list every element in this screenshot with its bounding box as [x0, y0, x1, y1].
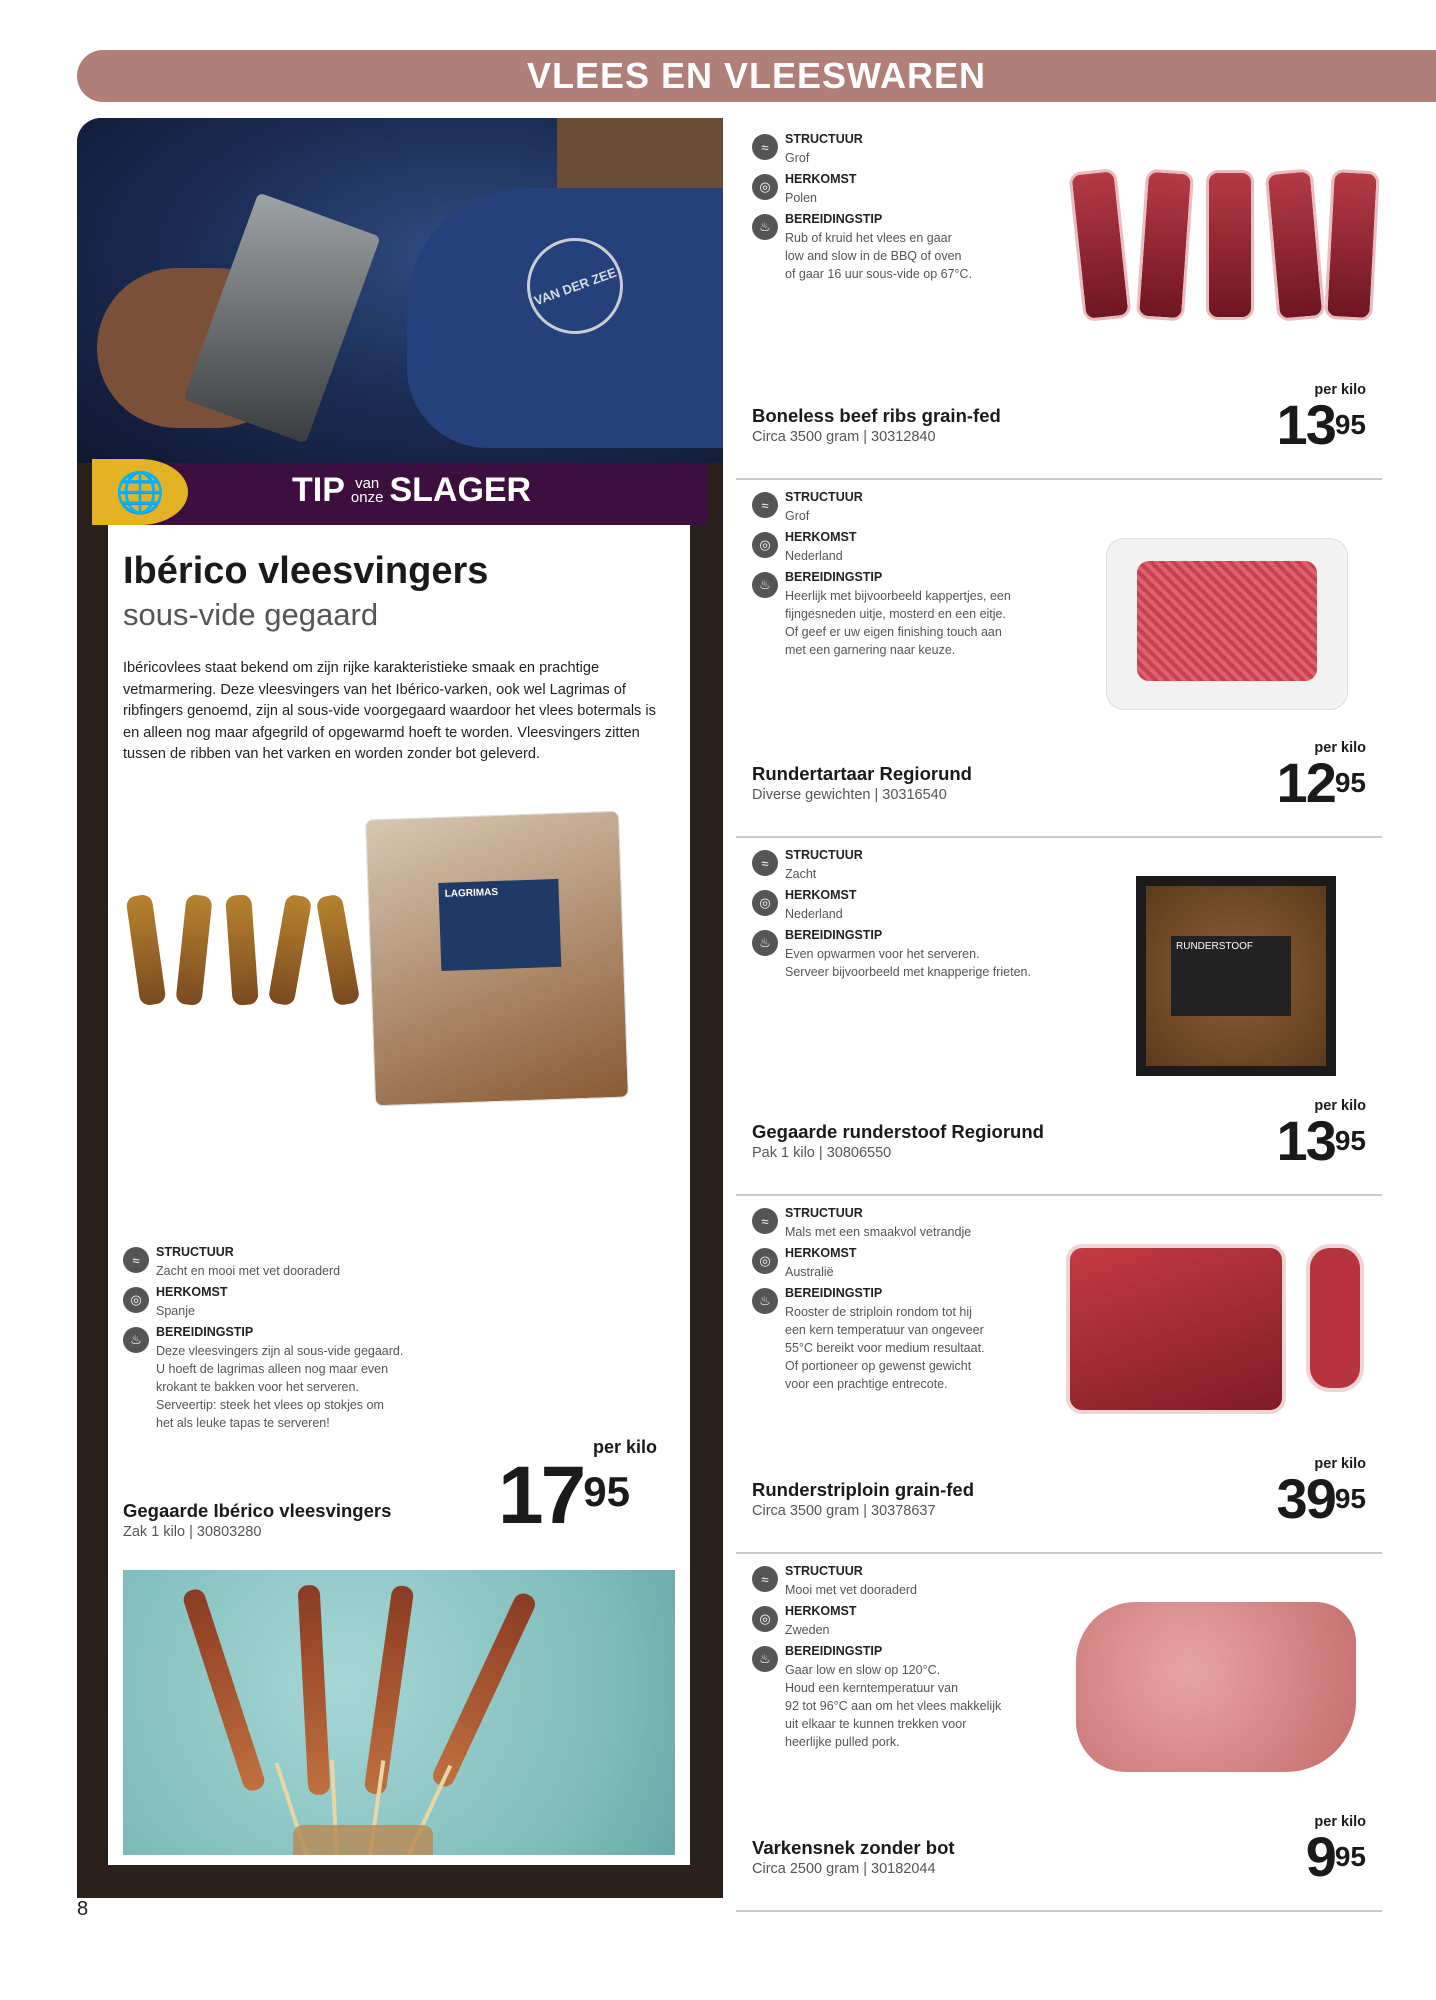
cooking-pot-icon: ♨: [123, 1327, 149, 1353]
cooking-pot-icon: ♨: [752, 1646, 778, 1672]
structuur-value: Mals met een smaakvol vetrandje: [785, 1225, 972, 1239]
bereidingstip-row: [752, 570, 1052, 657]
feature-title: Ibérico vleesvingers: [123, 550, 489, 592]
cooking-pot-icon: ♨: [752, 214, 778, 240]
herkomst-value: Australië: [785, 1265, 834, 1279]
tartaar-image: [1066, 508, 1366, 718]
world-icon: ◎: [752, 532, 778, 558]
herkomst-row: [752, 888, 1052, 928]
rib-piece: [1136, 169, 1194, 322]
product-name: Varkensnek zonder bot: [752, 1837, 955, 1858]
price-euros: 17: [498, 1450, 584, 1541]
structuur-row: [752, 848, 1052, 888]
page-number: 8: [77, 1898, 89, 1920]
per-kilo-label: per kilo: [1314, 382, 1366, 398]
product-name: Rundertartaar Regiorund: [752, 763, 972, 784]
structuur-label: STRUCTUUR: [785, 132, 863, 146]
bereidingstip-row: [752, 928, 1052, 979]
feature-specs: [123, 1245, 453, 1435]
skewers-photo: [123, 1570, 675, 1855]
van-onze-words: [350, 474, 384, 506]
tip-van-onze-slager-banner: [92, 463, 708, 525]
bereidingstip-value: Heerlijk met bijvoorbeeld kappertjes, een fijngesneden uitje, mosterd en een eitje. Of geef er uw eigen finishing touch aan met een garnering naar keuze.: [785, 589, 1011, 657]
meat-strip: [316, 894, 361, 1007]
jar-shape: [293, 1825, 433, 1855]
skewer-meat: [298, 1585, 331, 1796]
structuur-row: [752, 1564, 1052, 1604]
meat-strip: [125, 894, 166, 1007]
per-kilo-label: per kilo: [1314, 1814, 1366, 1830]
product-specs: [752, 1206, 1052, 1391]
structuur-label: STRUCTUUR: [156, 1245, 234, 1259]
price-euros: 9: [1305, 1825, 1335, 1888]
product-specs: [752, 848, 1052, 979]
price-euros: 13: [1276, 393, 1335, 456]
price-euros: 39: [1276, 1467, 1335, 1530]
bereidingstip-label: BEREIDINGSTIP: [785, 1644, 883, 1658]
product-meta: Circa 3500 gram | 30312840: [752, 429, 936, 445]
striploin-image: [1066, 1224, 1366, 1434]
cooking-pot-icon: ♨: [752, 930, 778, 956]
tray-shape: [1106, 538, 1348, 710]
world-icon: ◎: [752, 1606, 778, 1632]
texture-icon: ≈: [123, 1247, 149, 1273]
brand-patch-text: VAN DER ZEE: [531, 264, 619, 308]
bereidingstip-label: BEREIDINGSTIP: [156, 1325, 254, 1339]
product-specs: [752, 490, 1052, 657]
price: [1306, 1827, 1366, 1887]
globe-icon: 🌐: [92, 459, 188, 525]
product-boneless-beef-ribs: [736, 120, 1382, 480]
structuur-row: [752, 1206, 1052, 1246]
bereidingstip-value: Even opwarmen voor het serveren. Serveer bijvoorbeeld met knapperige frieten.: [785, 947, 1031, 979]
price: [1277, 1469, 1366, 1529]
product-meta: Circa 3500 gram | 30378637: [752, 1503, 936, 1519]
bereidingstip-value: Gaar low en slow op 120°C. Houd een kerntemperatuur van 92 tot 96°C aan om het vlees makkelijk uit elkaar te kunnen trekken voor heerlijke pulled pork.: [785, 1663, 1002, 1749]
herkomst-value: Spanje: [156, 1304, 195, 1318]
price-euros: 13: [1276, 1109, 1335, 1172]
herkomst-row: [752, 1246, 1052, 1286]
per-kilo-label: per kilo: [1314, 740, 1366, 756]
feature-subtitle: sous-vide gegaard: [123, 597, 379, 632]
structuur-row: [123, 1245, 453, 1285]
product-specs: [752, 132, 1052, 281]
product-meta: Zak 1 kilo | 30803280: [123, 1524, 262, 1540]
rib-piece: [1324, 169, 1380, 321]
structuur-value: Grof: [785, 509, 810, 523]
steak-shape: [1306, 1244, 1364, 1392]
bereidingstip-value: Rub of kruid het vlees en gaar low and slow in de BBQ of oven of gaar 16 uur sous-vide op 67°C.: [785, 231, 973, 281]
world-icon: ◎: [752, 174, 778, 200]
beef-ribs-image: [1066, 150, 1366, 360]
texture-icon: ≈: [752, 850, 778, 876]
product-meta: Circa 2500 gram | 30182044: [752, 1861, 936, 1877]
structuur-value: Zacht: [785, 867, 817, 881]
cooking-pot-icon: ♨: [752, 1288, 778, 1314]
herkomst-value: Nederland: [785, 549, 843, 563]
structuur-label: STRUCTUUR: [785, 1564, 863, 1578]
rib-piece: [1068, 168, 1131, 322]
bereidingstip-value: Rooster de striploin rondom tot hij een kern temperatuur van ongeveer 55°C bereikt voor medium resultaat. Of portioneer op gewenst gewicht voor een prachtige entrecote.: [785, 1305, 985, 1391]
product-name: Runderstriploin grain-fed: [752, 1479, 974, 1500]
price: [1277, 1111, 1366, 1171]
structuur-label: STRUCTUUR: [785, 490, 863, 504]
structuur-row: [752, 490, 1052, 530]
per-kilo-label: per kilo: [1314, 1098, 1366, 1114]
meat-strip: [175, 894, 212, 1006]
product-name: Gegaarde Ibérico vleesvingers: [123, 1500, 392, 1521]
price-cents: 95: [1334, 409, 1366, 440]
product-name: Boneless beef ribs grain-fed: [752, 405, 1001, 426]
product-specs: [752, 1564, 1052, 1749]
per-kilo-label: per kilo: [593, 1437, 658, 1457]
feature-description: Ibéricovlees staat bekend om zijn rijke karakteristieke smaak en prachtige vetmarmering. Deze vleesvingers van het Ibérico-varken, ook wel Lagrimas of ribfingers genoemd, zijn al sous-vide voorgegaard waardoor het vlees botermals is en alleen nog maar afgegrild of opgewarmd hoeft te worden. Vleesvingers zitten tussen de ribben van het varken en worden zonder bot geleverd.: [123, 660, 656, 762]
onze-word: onze: [350, 488, 384, 506]
vleesvingers-image: [133, 895, 353, 1035]
price-cents: 95: [1334, 1125, 1366, 1156]
lagrimas-package-image: [365, 811, 629, 1107]
herkomst-label: HERKOMST: [785, 888, 857, 902]
package-label: LAGRIMAS: [438, 879, 561, 971]
stew-sauce: [1146, 886, 1326, 1066]
world-icon: ◎: [752, 1248, 778, 1274]
product-runderstriploin: [736, 1194, 1382, 1554]
striploin-shape: [1066, 1244, 1286, 1414]
product-varkensnek: [736, 1552, 1382, 1912]
bereidingstip-label: BEREIDINGSTIP: [785, 928, 883, 942]
bereidingstip-label: BEREIDINGSTIP: [785, 1286, 883, 1300]
butcher-hero-image: [77, 118, 723, 463]
rib-piece: [1265, 168, 1326, 322]
section-header: [77, 50, 1436, 102]
herkomst-value: Polen: [785, 191, 817, 205]
feature-panel: [77, 118, 723, 1898]
texture-icon: ≈: [752, 134, 778, 160]
tip-word: TIP: [292, 471, 345, 509]
bereidingstip-row: [752, 1644, 1052, 1749]
product-name: Gegaarde runderstoof Regiorund: [752, 1121, 1044, 1142]
herkomst-row: [752, 530, 1052, 570]
texture-icon: ≈: [752, 1208, 778, 1234]
minced-meat: [1137, 561, 1317, 681]
cleaver-shape: [183, 192, 380, 443]
price-cents: 95: [1334, 1841, 1366, 1872]
bereidingstip-row: [752, 212, 1052, 281]
runderstoof-image: [1066, 866, 1366, 1076]
van-word: van: [355, 474, 380, 492]
product-meta: Diverse gewichten | 30316540: [752, 787, 947, 803]
stew-package: [1136, 876, 1336, 1076]
herkomst-label: HERKOMST: [785, 1604, 857, 1618]
bereidingstip-value: Deze vleesvingers zijn al sous-vide gegaard. U hoeft de lagrimas alleen nog maar even krokant te bakken voor het serveren. Serveertip: steek het vlees op stokjes om het als leuke tapas te serveren!: [156, 1344, 404, 1430]
product-meta: Pak 1 kilo | 30806550: [752, 1145, 892, 1161]
stew-label: RUNDERSTOOF: [1171, 936, 1291, 1016]
texture-icon: ≈: [752, 492, 778, 518]
bereidingstip-label: BEREIDINGSTIP: [785, 212, 883, 226]
product-runderstoof: [736, 836, 1382, 1196]
bereidingstip-label: BEREIDINGSTIP: [785, 570, 883, 584]
structuur-label: STRUCTUUR: [785, 1206, 863, 1220]
skewer-meat: [181, 1587, 267, 1794]
structuur-label: STRUCTUUR: [785, 848, 863, 862]
herkomst-label: HERKOMST: [156, 1285, 228, 1299]
meat-strip: [225, 894, 259, 1006]
price-euros: 12: [1276, 751, 1335, 814]
herkomst-row: [752, 172, 1052, 212]
product-rundertartaar: [736, 478, 1382, 838]
pork-neck-shape: [1076, 1602, 1356, 1772]
herkomst-row: [752, 1604, 1052, 1644]
price: [498, 1450, 630, 1541]
structuur-value: Grof: [785, 151, 810, 165]
structuur-value: Mooi met vet dooraderd: [785, 1583, 918, 1597]
rib-piece: [1206, 170, 1254, 320]
price-cents: 95: [583, 1468, 630, 1515]
structuur-row: [752, 132, 1052, 172]
varkensnek-image: [1066, 1582, 1366, 1792]
bereidingstip-row: [752, 1286, 1052, 1391]
skewer-meat: [363, 1584, 414, 1795]
herkomst-value: Nederland: [785, 907, 843, 921]
world-icon: ◎: [752, 890, 778, 916]
herkomst-label: HERKOMST: [785, 530, 857, 544]
meat-strip: [268, 894, 313, 1007]
section-title: VLEES EN VLEESWAREN: [526, 55, 987, 96]
herkomst-label: HERKOMST: [785, 1246, 857, 1260]
slager-word: SLAGER: [389, 471, 532, 509]
feature-card: [108, 525, 690, 1865]
per-kilo-label: per kilo: [1314, 1456, 1366, 1472]
structuur-value: Zacht en mooi met vet dooraderd: [156, 1264, 341, 1278]
cooking-pot-icon: ♨: [752, 572, 778, 598]
world-icon: ◎: [123, 1287, 149, 1313]
tip-banner-text: [292, 471, 531, 510]
price-cents: 95: [1334, 1483, 1366, 1514]
herkomst-value: Zweden: [785, 1623, 830, 1637]
texture-icon: ≈: [752, 1566, 778, 1592]
skewer-meat: [430, 1590, 539, 1790]
herkomst-label: HERKOMST: [785, 172, 857, 186]
herkomst-row: [123, 1285, 453, 1325]
price: [1277, 395, 1366, 455]
price: [1277, 753, 1366, 813]
bereidingstip-row: [123, 1325, 453, 1435]
price-cents: 95: [1334, 767, 1366, 798]
